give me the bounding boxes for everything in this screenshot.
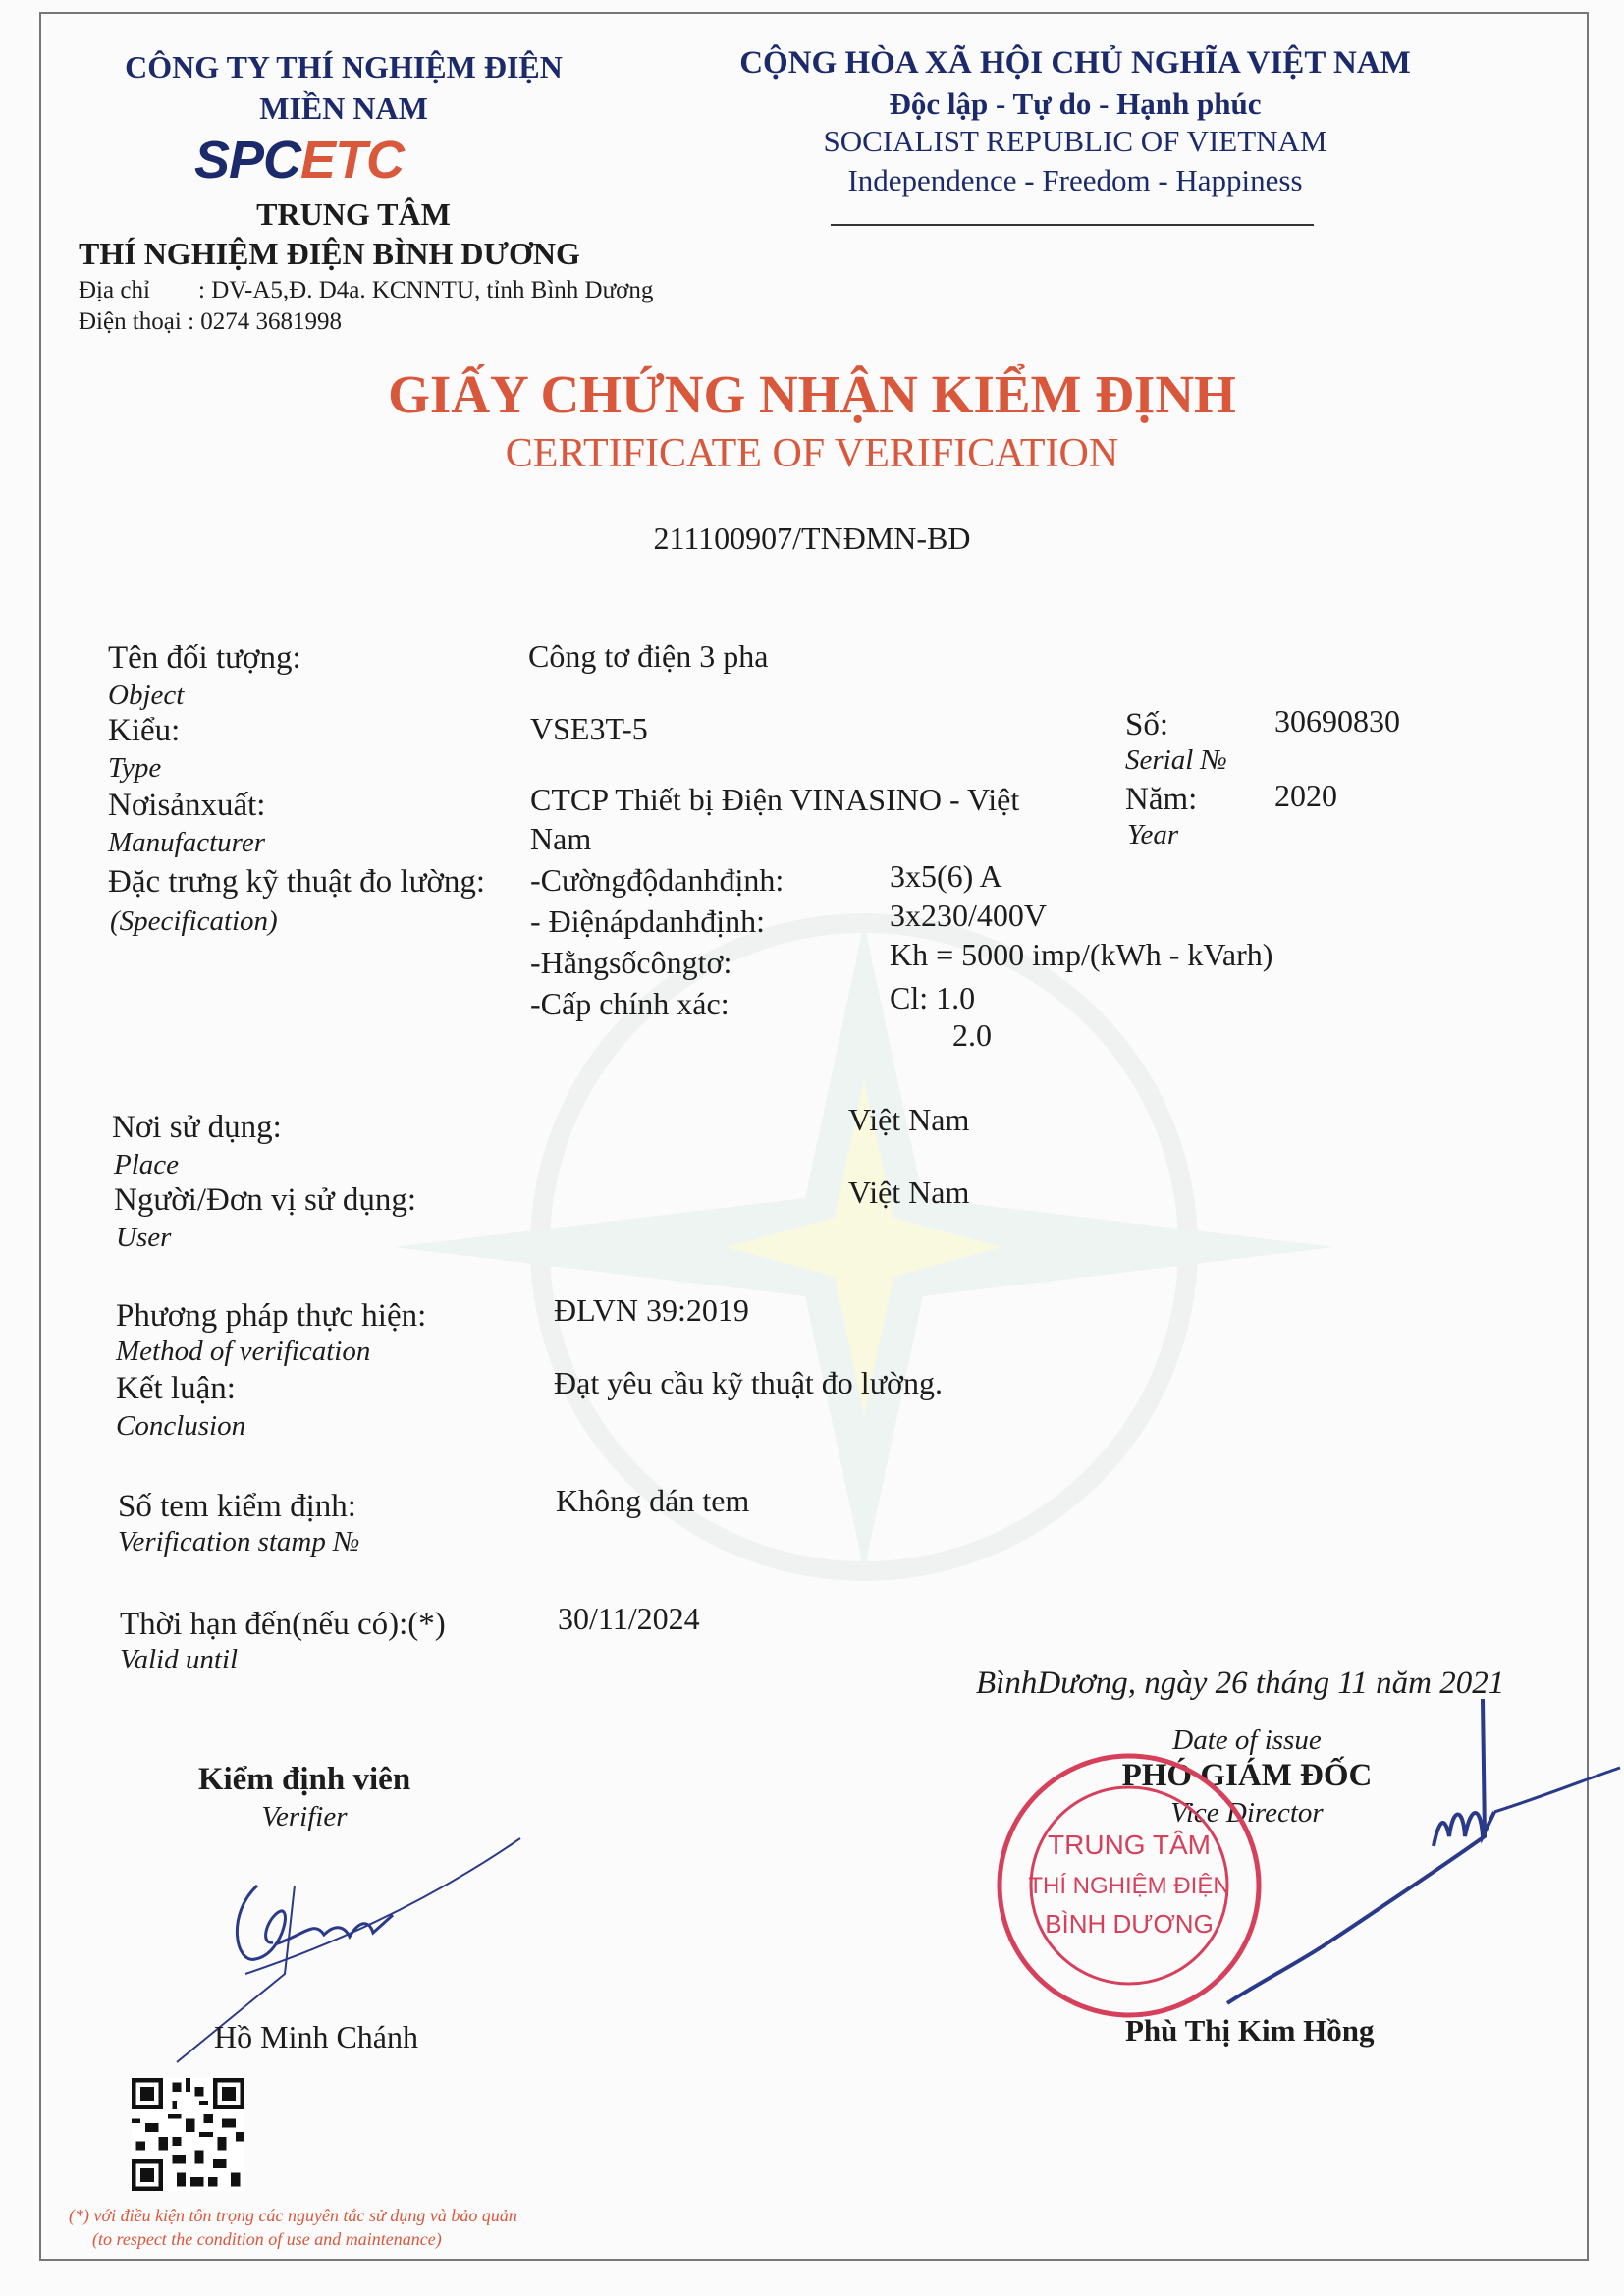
stamp-value: Không dán tem	[556, 1483, 750, 1518]
spec-item-value: Kh = 5000 imp/(kWh - kVarh)	[890, 937, 1273, 972]
logo-spc-text: SPC	[194, 131, 301, 190]
director-title: PHÓ GIÁM ĐỐC	[1121, 1758, 1373, 1793]
type-value: VSE3T-5	[530, 711, 648, 746]
serial-sublabel: Serial №	[1125, 744, 1227, 776]
place-value: Việt Nam	[848, 1102, 970, 1137]
stamp-label: Số tem kiểm định:	[118, 1489, 356, 1524]
certificate-title-en: CERTIFICATE OF VERIFICATION	[505, 431, 1119, 476]
address-label: Địa chỉ	[79, 277, 150, 303]
phone	[79, 308, 342, 336]
certificate-title: GIẤY CHỨNG NHẬN KIỂM ĐỊNH	[388, 364, 1236, 424]
spec-item-value: Cl: 1.0	[890, 980, 976, 1015]
address	[79, 277, 653, 304]
spec-item-name: -Cườngđộdanhđịnh:	[530, 862, 785, 898]
seal-line-3: BÌNH DƯƠNG	[1045, 1909, 1214, 1939]
spec-item-value: 3x230/400V	[890, 898, 1047, 933]
header-divider	[831, 224, 1314, 226]
serial-label: Số:	[1125, 707, 1169, 742]
manufacturer-label: Nơisảnxuất:	[108, 788, 266, 823]
logo-etc-text: ETC	[300, 131, 405, 190]
company-name: CÔNG TY THÍ NGHIỆM ĐIỆN	[125, 49, 563, 84]
conclusion-value: Đạt yêu cầu kỹ thuật đo lường.	[554, 1365, 943, 1400]
republic-motto-en: Independence - Freedom - Happiness	[847, 163, 1303, 197]
verifier-title: Kiểm định viên	[197, 1762, 411, 1797]
year-value: 2020	[1274, 778, 1337, 813]
serial-value: 30690830	[1274, 703, 1400, 738]
object-value: Công tơ điện 3 pha	[528, 638, 769, 674]
republic-name-en: SOCIALIST REPUBLIC OF VIETNAM	[823, 124, 1327, 158]
conclusion-label: Kết luận:	[116, 1371, 236, 1406]
watermark-star-icon	[373, 903, 1355, 1591]
spec-item-value: 3x5(6) A	[890, 858, 1002, 894]
republic-motto: Độc lập - Tự do - Hạnh phúc	[889, 86, 1262, 121]
year-sublabel: Year	[1127, 819, 1179, 850]
issue-date-sublabel: Date of issue	[1172, 1724, 1322, 1756]
verifier-name: Hồ Minh Chánh	[214, 2019, 418, 2054]
spec-item-name: -Hằngsốcôngtơ:	[530, 945, 732, 980]
user-value: Việt Nam	[848, 1175, 970, 1210]
valid-until-label: Thời hạn đến(nếu có):(*)	[120, 1607, 446, 1642]
center-title: TRUNG TÂM	[256, 196, 451, 232]
certificate-number: 211100907/TNĐMN-BD	[653, 520, 971, 556]
phone-label: Điện thoại	[79, 308, 182, 335]
verifier-sublabel: Verifier	[261, 1801, 348, 1832]
spec-item-name: -Cấp chính xác:	[530, 986, 730, 1021]
qr-code-icon	[132, 2078, 244, 2191]
phone-value: : 0274 3681998	[188, 308, 343, 335]
method-label: Phương pháp thực hiện:	[116, 1298, 427, 1334]
type-sublabel: Type	[108, 752, 162, 784]
place-label: Nơi sử dụng:	[112, 1110, 282, 1145]
spcetc-logo	[194, 130, 404, 191]
method-sublabel: Method of verification	[116, 1336, 371, 1367]
year-label: Năm:	[1125, 782, 1198, 817]
director-name: Phù Thị Kim Hồng	[1125, 2013, 1375, 2048]
stamp-sublabel: Verification stamp №	[118, 1526, 360, 1558]
address-value: : DV-A5,Đ. D4a. KCNNTU, tỉnh Bình Dương	[198, 277, 654, 303]
place-sublabel: Place	[114, 1149, 180, 1180]
spec-accuracy-extra: 2.0	[952, 1017, 992, 1053]
spec-item-name: - Điệnápdanhđịnh:	[530, 903, 766, 939]
republic-name: CỘNG HÒA XÃ HỘI CHỦ NGHĨA VIỆT NAM	[739, 45, 1411, 81]
director-signature	[1218, 1689, 1624, 2043]
issue-date: BìnhDương, ngày 26 tháng 11 năm 2021	[976, 1666, 1505, 1701]
manufacturer-value: CTCP Thiết bị Điện VINASINO - Việt	[530, 782, 1020, 817]
spec-label: Đặc trưng kỹ thuật đo lường:	[108, 864, 486, 900]
user-sublabel: User	[116, 1222, 172, 1253]
valid-until-sublabel: Valid until	[120, 1644, 239, 1675]
footnote-line-2: (to respect the condition of use and maintenance)	[92, 2229, 442, 2249]
object-label: Tên đối tượng:	[108, 640, 301, 676]
center-name: THÍ NGHIỆM ĐIỆN BÌNH DƯƠNG	[79, 236, 580, 271]
manufacturer-value-line2: Nam	[530, 821, 592, 856]
footnote-line-1: (*) với điều kiện tôn trọng các nguyên tắc sử dụng và bảo quản	[69, 2206, 517, 2225]
user-label: Người/Đơn vị sử dụng:	[114, 1182, 417, 1218]
spec-sublabel: (Specification)	[110, 905, 278, 937]
seal-line-2: THÍ NGHIỆM ĐIỆN	[1028, 1873, 1230, 1899]
director-sublabel: Vice Director	[1170, 1797, 1324, 1829]
type-label: Kiểu:	[108, 713, 181, 748]
object-sublabel: Object	[108, 680, 185, 711]
seal-line-1: TRUNG TÂM	[1048, 1830, 1211, 1860]
valid-until-value: 30/11/2024	[558, 1601, 700, 1636]
method-value: ĐLVN 39:2019	[554, 1292, 749, 1328]
company-name-line2: MIỀN NAM	[259, 90, 428, 126]
conclusion-sublabel: Conclusion	[116, 1410, 246, 1442]
manufacturer-sublabel: Manufacturer	[108, 827, 266, 858]
